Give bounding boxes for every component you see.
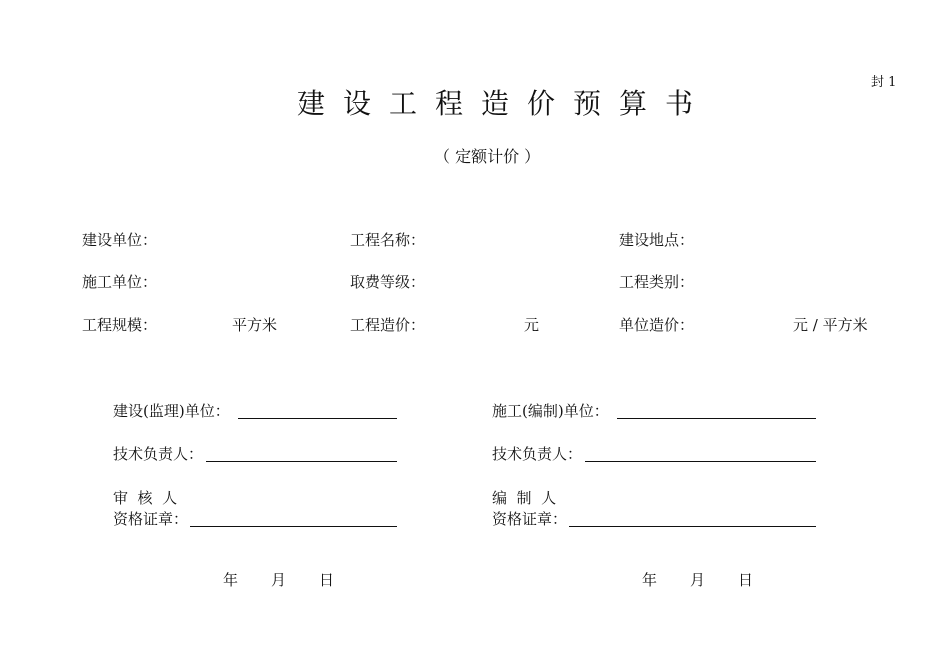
project-type-label: 工程类别： <box>619 273 695 291</box>
scale-unit: 平方米 <box>232 316 278 334</box>
left-org-signature-line[interactable] <box>238 418 397 419</box>
unit-cost-label: 单位造价： <box>619 316 695 334</box>
right-date-month: 月 <box>690 571 706 589</box>
cover-number: 封 1 <box>871 75 897 90</box>
location-label: 建设地点： <box>619 231 695 249</box>
right-compiler-label: 编 制 人 <box>492 489 557 507</box>
fee-grade-label: 取费等级： <box>350 273 426 291</box>
right-date-year: 年 <box>642 571 658 589</box>
right-cert-label: 资格证章： <box>492 510 568 528</box>
left-tech-label: 技术负责人： <box>113 445 204 463</box>
project-name-label: 工程名称： <box>350 231 426 249</box>
cost-unit: 元 <box>524 316 540 334</box>
left-cert-label: 资格证章： <box>113 510 189 528</box>
scale-label: 工程规模： <box>82 316 158 334</box>
client-label: 建设单位： <box>82 231 158 249</box>
document-title: 建设工程造价预算书 <box>297 87 712 120</box>
unit-cost-unit: 元 / 平方米 <box>793 316 868 334</box>
left-date-month: 月 <box>271 571 287 589</box>
left-reviewer-label: 审 核 人 <box>113 489 178 507</box>
left-date-year: 年 <box>223 571 239 589</box>
left-org-label: 建设(监理)单位： <box>113 402 230 420</box>
right-org-label: 施工(编制)单位： <box>492 402 609 420</box>
right-org-signature-line[interactable] <box>617 418 816 419</box>
document-subtitle: （ 定额计价 ） <box>434 147 541 166</box>
right-tech-label: 技术负责人： <box>492 445 583 463</box>
left-tech-signature-line[interactable] <box>206 461 397 462</box>
cost-label: 工程造价： <box>350 316 426 334</box>
left-cert-signature-line[interactable] <box>190 526 397 527</box>
contractor-label: 施工单位： <box>82 273 158 291</box>
right-tech-signature-line[interactable] <box>585 461 816 462</box>
right-date-day: 日 <box>738 571 754 589</box>
left-date-day: 日 <box>319 571 335 589</box>
right-cert-signature-line[interactable] <box>569 526 816 527</box>
